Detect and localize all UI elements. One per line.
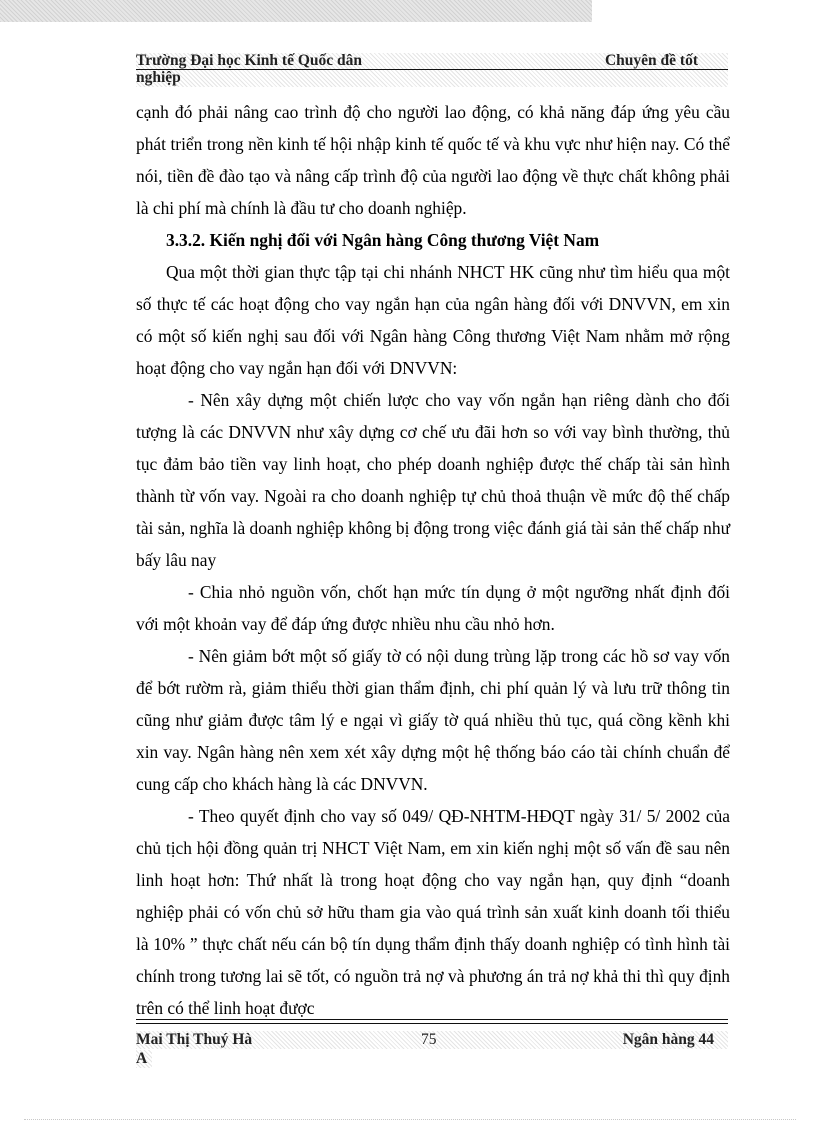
header-topic: Chuyên đề tốt (604, 52, 698, 69)
paragraph-intro: Qua một thời gian thực tập tại chi nhánh NHCT HK cũng như tìm hiểu qua một số thực tế các hoạt động cho vay ngắn hạn của ngân hàng đối với DNVVN, em xin có một số kiến nghị sau đối với Ngân hàng Công thương Việt Nam nhằm mở rộng hoạt động cho vay ngắn hạn đối với DNVVN: (136, 262, 730, 378)
top-shaded-strip (0, 0, 592, 22)
header-row (136, 53, 728, 70)
paragraph-continued: cạnh đó phải nâng cao trình độ cho người lao động, có khả năng đáp ứng yêu cầu phát triển trong nền kinh tế hội nhập kinh tế quốc tế và khu vực như hiện nay. Có thể nói, tiền đề đào tạo và nâng cấp trình độ của người lao động về thực chất không phải là chi phí mà chính là đầu tư cho doanh nghiệp. (136, 102, 730, 218)
footer-rule-bottom (136, 1023, 728, 1024)
page-footer (136, 1019, 728, 1068)
section-heading: 3.3.2. Kiến nghị đối với Ngân hàng Công thương Việt Nam (166, 230, 600, 250)
header-school: Trường Đại học Kinh tế Quốc dân (136, 52, 363, 69)
bottom-dotted-border (24, 1119, 796, 1120)
page-header (136, 53, 728, 87)
recommendation-2: - Chia nhỏ nguồn vốn, chốt hạn mức tín dụng ở một ngưỡng nhất định đối với một khoản vay để đáp ứng được nhiều nhu cầu nhỏ hơn. (136, 582, 730, 634)
page-number: 75 (421, 1031, 437, 1048)
page-body (136, 96, 730, 1024)
header-topic-continued: nghiệp (136, 69, 181, 86)
footer-row (136, 1031, 728, 1049)
recommendation-1: - Nên xây dựng một chiến lược cho vay vốn ngắn hạn riêng dành cho đối tượng là các DNVVN như xây dựng cơ chế ưu đãi hơn so với vay bình thường, thủ tục đảm bảo tiền vay linh hoạt, cho phép doanh nghiệp được thế chấp tài sản hình thành từ vốn vay. Ngoài ra cho doanh nghiệp tự chủ thoả thuận về mức độ thế chấp tài sản, nghĩa là doanh nghiệp không bị động trong việc đánh giá tài sản thế chấp như bấy lâu nay (136, 390, 730, 570)
footer-author-continued: A (136, 1050, 152, 1068)
footer-class: Ngân hàng 44 (622, 1031, 714, 1048)
footer-rule-top (136, 1019, 728, 1020)
recommendation-4: - Theo quyết định cho vay số 049/ QĐ-NHTM-HĐQT ngày 31/ 5/ 2002 của chủ tịch hội đồng quản trị NHCT Việt Nam, em xin kiến nghị một số vấn đề sau nên linh hoạt hơn: Thứ nhất là trong hoạt động cho vay ngắn hạn, quy định “doanh nghiệp phải có vốn chủ sở hữu tham gia vào quá trình sản xuất kinh doanh tối thiểu là 10% ” thực chất nếu cán bộ tín dụng thẩm định thấy doanh nghiệp có tình hình tài chính trong tương lai sẽ tốt, có nguồn trả nợ và phương án trả nợ khả thi thì quy định trên có thể linh hoạt được (136, 806, 730, 1018)
footer-author: Mai Thị Thuý Hà (136, 1031, 253, 1048)
recommendation-3: - Nên giảm bớt một số giấy tờ có nội dung trùng lặp trong các hồ sơ vay vốn để bớt rườm rà, giảm thiểu thời gian thẩm định, chi phí quản lý và lưu trữ thông tin cũng như giảm được tâm lý e ngại vì giấy tờ quá nhiều thủ tục, quá cồng kềnh khi xin vay. Ngân hàng nên xem xét xây dựng một hệ thống báo cáo tài chính chuẩn để cung cấp cho khách hàng là các DNVVN. (136, 646, 730, 794)
